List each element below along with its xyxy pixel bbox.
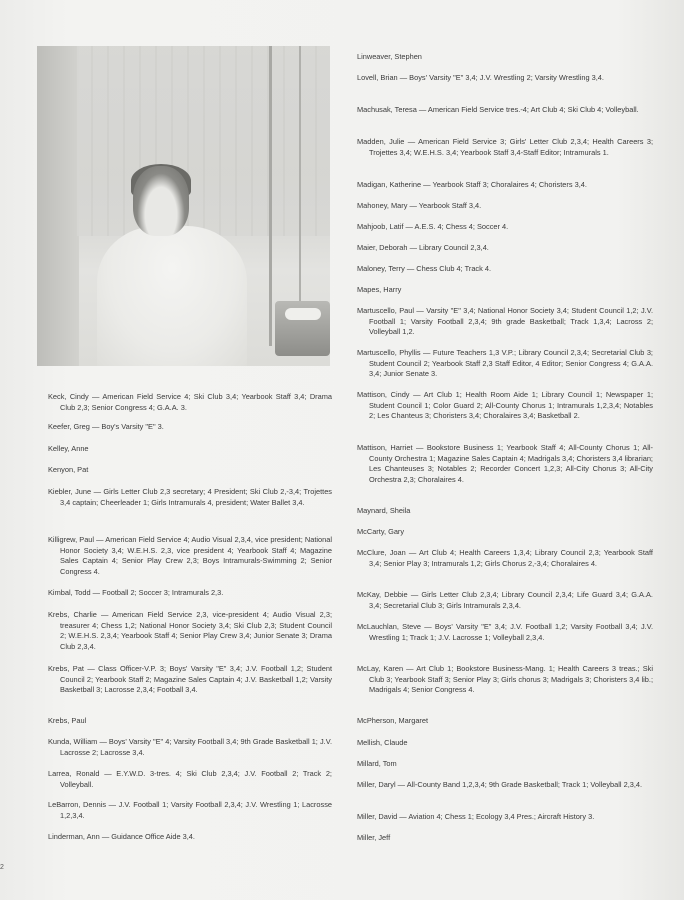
student-activities: — Yearbook Staff 3,4. (407, 201, 482, 210)
student-name: Mellish, Claude (357, 738, 408, 747)
entry-lebarron-dennis (48, 800, 332, 821)
student-name: Martuscello, Paul (357, 306, 415, 315)
student-activities: — A.E.S. 4; Chess 4; Soccer 4. (403, 222, 509, 231)
entry-mclauchlan-steve (357, 622, 653, 643)
entry-text (357, 548, 653, 568)
entry-mellish-claude (357, 738, 653, 749)
student-name: LeBarron, Dennis (48, 800, 107, 809)
student-name: Maier, Deborah (357, 243, 408, 252)
student-name: Mahoney, Mary (357, 201, 408, 210)
entry-millard-tom (357, 759, 653, 770)
student-activities: — Chess Club 4; Track 4. (404, 264, 492, 273)
entry-kimbal-todd (48, 588, 332, 599)
student-name: McClure, Joan (357, 548, 406, 557)
entry-mclay-karen (357, 664, 653, 696)
student-name: Millard, Tom (357, 759, 397, 768)
entry-text (48, 535, 332, 576)
student-activities: — All-County Band 1,2,3,4; 9th Grade Basketball; Track 1; Volleyball 2,3,4. (395, 780, 643, 789)
photo-student-body (97, 226, 247, 366)
student-name: Larrea, Ronald (48, 769, 100, 778)
student-name: McCarty, Gary (357, 527, 405, 536)
student-name: McLay, Karen (357, 664, 404, 673)
entry-text (357, 243, 489, 252)
entry-maloney-terry (357, 264, 653, 275)
entry-text (357, 506, 410, 515)
entry-kiebler-june (48, 487, 332, 508)
student-name: Miller, Daryl (357, 780, 396, 789)
entry-text (357, 590, 653, 610)
entry-text (357, 105, 639, 114)
student-name: Kiebler, June (48, 487, 92, 496)
entry-miller-david (357, 812, 653, 823)
entry-text (357, 73, 604, 82)
entry-martuscello-phyllis (357, 348, 653, 380)
entry-larrea-ronald (48, 769, 332, 790)
student-activities: — American Field Service 4; Ski Club 3,4; Yearbook Staff 3,4; Drama Club 2,3; Senior Congress 4; G.A.A. 3. (60, 392, 332, 412)
student-name: Killigrew, Paul (48, 535, 95, 544)
entry-mccarty-gary (357, 527, 653, 538)
student-activities: — Class Officer-V.P. 3; Boys' Varsity "E" 3,4; J.V. Football 1,2; Student Council 2; Yearbook Staff 2; Magazine Sales Captain 4; J.V. Basketball 1,2; Varsity Basketball 3; Lacrosse 2,3,4; Football 3,4. (60, 664, 332, 695)
student-activities: — J.V. Football 1; Varsity Football 2,3,4; J.V. Wrestling 1; Lacrosse 1,2,3,4. (60, 800, 332, 820)
entry-text (357, 348, 653, 378)
student-name: Mattison, Cindy (357, 390, 410, 399)
entry-keck-cindy (48, 392, 332, 413)
student-name: Miller, David (357, 812, 398, 821)
entry-miller-daryl (357, 780, 653, 791)
student-name: Kimbal, Todd (48, 588, 91, 597)
student-activities: — Bookstore Business 1; Yearbook Staff 4; All-County Chorus 1; All-County Orchestra 1; Magazine Sales Captain 4; Madrigals 3,4; Choristers 3,4 librarian; Les Chanteuses 3; Notables 2; Recorder Concert 1,2,3; All-City Chorus 3; All-City Orchestra 2,3; Choralaires 4. (369, 443, 654, 484)
student-name: Mattison, Harriet (357, 443, 413, 452)
entry-text (357, 390, 653, 420)
student-activities: — Girls Letter Club 2,3 secretary; 4 President; Ski Club 2,-3,4; Trojettes 3,4 captain; Cheerleader 1; Girls Intramurals 4, president; Water Ballet 3,4. (60, 487, 332, 507)
entry-text (48, 588, 223, 597)
student-activities: — Art Club 4; Health Careers 1,3,4; Library Council 2,3; Yearbook Staff 3,4; Senior Play 3; Intramurals 1,2; Girls Chorus 2,-3,4; Choralaires 4. (369, 548, 653, 568)
entry-krebs-paul (48, 716, 332, 727)
entry-mcclure-joan (357, 548, 653, 569)
entry-text (357, 285, 401, 294)
student-activities: — Future Teachers 1,3 V.P.; Library Council 2,3,4; Secretarial Club 3; Student Council 2; Yearbook Staff 2,3 Staff Editor, 4 Editor; Senior Congress 4; G.A.A. 3,4; Junior Senate 3. (369, 348, 653, 379)
student-name: Mahjoob, Latif (357, 222, 404, 231)
entry-text (357, 716, 428, 725)
entry-maier-deborah (357, 243, 653, 254)
student-activities: — Varsity "E" 3,4; National Honor Society 3,4; Student Council 1,2; J.V. Football 1; Varsity Football 2,3,4; 9th grade Basketball; Track 1,3,4; Lacross 2; Volleyball 1,2. (369, 306, 653, 337)
entry-kenyon-pat (48, 465, 332, 476)
student-name: Lovell, Brian (357, 73, 398, 82)
entry-mapes-harry (357, 285, 653, 296)
entry-text (357, 812, 594, 821)
photo-window-blinds (77, 46, 330, 236)
student-name: Miller, Jeff (357, 833, 391, 842)
photo-wall (37, 46, 79, 366)
student-name: Krebs, Pat (48, 664, 84, 673)
student-name: Maynard, Sheila (357, 506, 411, 515)
entry-text (48, 392, 332, 412)
entry-text (357, 780, 642, 789)
photo-rod-2 (299, 46, 301, 336)
student-name: Kunda, William (48, 737, 98, 746)
student-name: Mapes, Harry (357, 285, 402, 294)
student-activities: — Football 2; Soccer 3; Intramurals 2,3. (90, 588, 224, 597)
student-name: Krebs, Paul (48, 716, 87, 725)
entry-text (357, 264, 491, 273)
student-activities: — American Field Service 3; Girls' Letter Club 2,3,4; Health Careers 3; Trojettes 3,4; W.E.H.S. 3,4; Yearbook Staff 3,4-Staff Editor; Intramurals 1. (369, 137, 654, 157)
entry-text (48, 422, 164, 431)
entry-text (357, 622, 653, 642)
entry-krebs-charlie (48, 610, 332, 652)
entry-mckay-debbie (357, 590, 653, 611)
student-activities: — Guidance Office Aide 3,4. (99, 832, 195, 841)
entry-text (357, 222, 508, 231)
entry-linweaver-stephen (357, 52, 653, 63)
student-activities: — Girls Letter Club 2,3,4; Library Council 2,3,4; Life Guard 3,4; G.A.A. 3,4; Secretarial Club 3; Girls Intramurals 2,3,4. (369, 590, 653, 610)
student-name: Kelley, Anne (48, 444, 89, 453)
entry-mahoney-mary (357, 201, 653, 212)
entry-miller-jeff (357, 833, 653, 844)
entry-linderman-ann (48, 832, 332, 843)
student-activities: — Boys' Varsity "E" 4; Varsity Football 3,4; 9th Grade Basketball 1; J.V. Lacrosse 2; Lacrosse 3,4. (60, 737, 333, 757)
student-name: McKay, Debbie (357, 590, 408, 599)
entry-lovell-brian (357, 73, 653, 84)
entry-text (357, 180, 587, 189)
entry-text (357, 443, 653, 484)
student-photo (37, 46, 330, 366)
photo-machine-top (285, 308, 321, 320)
student-activities: — American Field Service 4; Audio Visual 2,3,4, vice president; National Honor Society 3,4; W.E.H.S. 2,3, vice president 4; Yearbook Staff 4; Magazine Sales Captain 4; Senior Play Crew 2,3; Boys Intramurals-Swimming 2; Senior Congress 4. (60, 535, 333, 576)
entry-text (357, 738, 408, 747)
student-activities: — Boy's Varsity "E" 3. (89, 422, 164, 431)
page-number: 2 (0, 864, 4, 871)
student-name: Krebs, Charlie (48, 610, 97, 619)
student-name: Linweaver, Stephen (357, 52, 422, 61)
student-name: Keefer, Greg (48, 422, 90, 431)
entry-text (48, 444, 89, 453)
student-name: Linderman, Ann (48, 832, 100, 841)
student-activities: — Art Club 1; Bookstore Business-Mang. 1; Health Careers 3 treas.; Ski Club 3; Yearbook Staff 3; Senior Play 3; Girls chorus 3; Madrigals 3; Choristers 3,4 lib.; Madrigals 4; Senior Congress 4. (369, 664, 653, 695)
student-name: Keck, Cindy (48, 392, 89, 401)
entry-text (48, 769, 332, 789)
entry-keefer-greg (48, 422, 332, 433)
entry-text (48, 664, 332, 694)
entry-text (357, 201, 481, 210)
entry-text (48, 800, 332, 820)
student-name: Madigan, Katherine (357, 180, 422, 189)
student-activities: — Library Council 2,3,4. (407, 243, 489, 252)
student-name: Martuscello, Phyllis (357, 348, 421, 357)
student-name: Madden, Julie (357, 137, 405, 146)
student-activities: — Yearbook Staff 3; Choralaires 4; Choristers 3,4. (421, 180, 587, 189)
entry-text (357, 664, 653, 694)
entry-text (357, 527, 404, 536)
entry-text (48, 487, 332, 507)
student-name: Machusak, Teresa (357, 105, 417, 114)
entry-martuscello-paul (357, 306, 653, 338)
entry-mahjoob-latif (357, 222, 653, 233)
photo-student-head (133, 166, 189, 236)
student-name: McPherson, Margaret (357, 716, 429, 725)
entry-text (48, 832, 195, 841)
entry-mattison-cindy (357, 390, 653, 422)
student-activities: — Boys' Varsity "E" 3,4; J.V. Football 1,2; Varsity Football 3,4; J.V. Wrestling 1; Track 1; J.V. Lacrosse 1; Volleyball 2,3,4. (369, 622, 653, 642)
entry-text (357, 52, 422, 61)
entry-text (48, 465, 88, 474)
entry-text (357, 137, 653, 157)
student-activities: — Aviation 4; Chess 1; Ecology 3,4 Pres.; Aircraft History 3. (397, 812, 595, 821)
entry-kelley-anne (48, 444, 332, 455)
entry-text (48, 610, 332, 651)
entry-killigrew-paul (48, 535, 332, 577)
student-activities: — American Field Service 2,3, vice-president 4; Audio Visual 2,3; treasurer 4; Chess 1,2; National Honor Society 3,4; Ski Club 2,3; Student Council 2; W.E.H.S. 2,3,4; Yearbook Staff 4; Senior Play Crew 3,4; Junior Senate 3; Drama Club 2,3,4. (60, 610, 332, 651)
entry-machusak-teresa (357, 105, 653, 116)
entry-maynard-sheila (357, 506, 653, 517)
entry-krebs-pat (48, 664, 332, 696)
entry-text (48, 737, 332, 757)
entry-text (357, 759, 397, 768)
student-name: McLauchlan, Steve (357, 622, 422, 631)
entry-mattison-harriet (357, 443, 653, 485)
entry-kunda-william (48, 737, 332, 758)
student-activities: — Boys' Varsity "E" 3,4; J.V. Wrestling 2; Varsity Wrestling 3,4. (397, 73, 604, 82)
entry-text (48, 716, 86, 725)
student-name: Maloney, Terry (357, 264, 405, 273)
entry-text (357, 833, 390, 842)
entry-madigan-katherine (357, 180, 653, 191)
entry-madden-julie (357, 137, 653, 158)
entry-mcpherson-margaret (357, 716, 653, 727)
student-name: Kenyon, Pat (48, 465, 89, 474)
photo-rod (269, 46, 272, 346)
student-activities: — American Field Service tres.-4; Art Club 4; Ski Club 4; Volleyball. (416, 105, 639, 114)
student-activities: — Art Club 1; Health Room Aide 1; Library Council 1; Newspaper 1; Student Council 1; Color Guard 2; All-County Chorus 1; Intramurals 1,2,3,4; Notables 2; Les Chanteus 3; Choristers 3,4; Choralaires 3,4; Basketball 2. (369, 390, 654, 421)
entry-text (357, 306, 653, 336)
student-activities: — E.Y.W.D. 3-tres. 4; Ski Club 2,3,4; J.V. Football 2; Track 2; Volleyball. (60, 769, 332, 789)
